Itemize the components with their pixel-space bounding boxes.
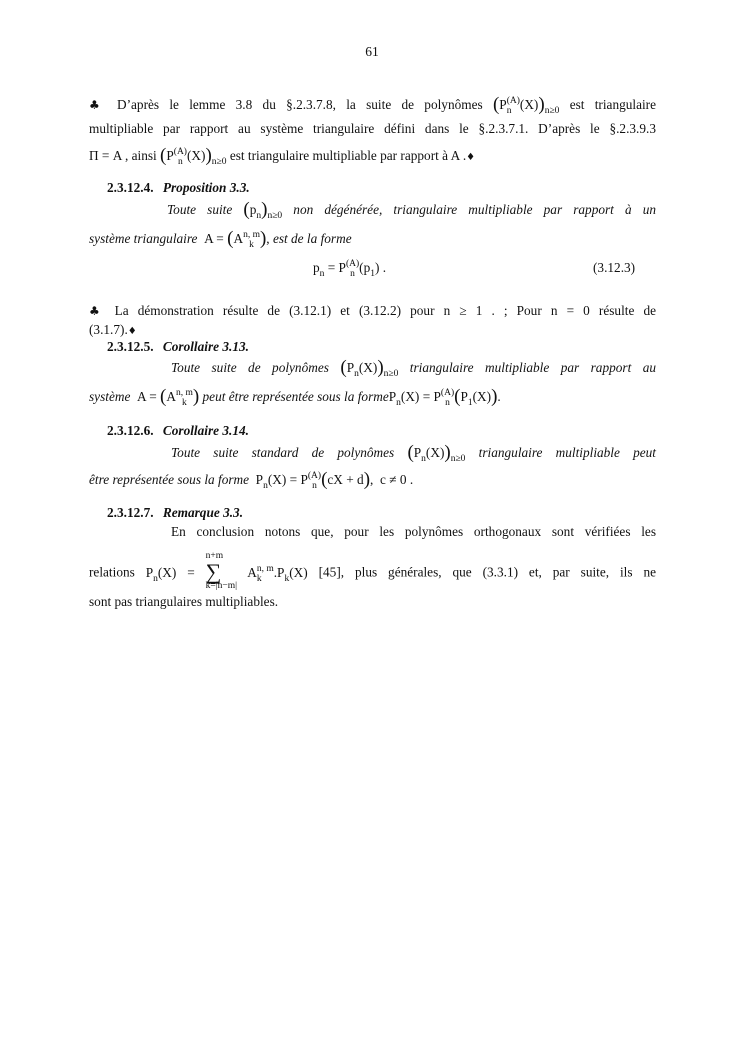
paragraph-text: Π = A , ainsi xyxy=(89,148,157,163)
paragraph-text: La démonstration résulte de (3.12.1) et (3.12.2) pour n ≥ 1 . ; Pour n = 0 résulte de xyxy=(114,303,656,318)
paragraph-line xyxy=(89,228,352,250)
section-number: 2.3.12.4. xyxy=(107,180,154,195)
paragraph-text: relations xyxy=(89,564,135,580)
formula: (P (A) n $(X))_{n\ge 0}$ xyxy=(492,94,560,116)
paragraph-line xyxy=(167,199,657,221)
paragraph-line xyxy=(89,145,475,167)
paragraph-line xyxy=(171,442,657,464)
paragraph-text: est de la forme xyxy=(272,231,352,246)
paragraph-line xyxy=(89,386,501,408)
paragraph-line xyxy=(89,322,137,338)
equation-number: (3.12.3) xyxy=(593,260,636,275)
section-title: Corollaire 3.13. xyxy=(162,339,249,354)
paragraph-text: En conclusion notons que, pour les polynômes orthogonaux sont vérifiées les xyxy=(171,524,656,539)
section-number: 2.3.12.6. xyxy=(107,423,154,438)
paragraph-text: être représentée sous la forme xyxy=(89,472,250,487)
paragraph-text: triangulaire multipliable peut xyxy=(478,445,657,460)
section-heading xyxy=(107,180,250,196)
formula: $(p_n)_{n\ge 0}$ xyxy=(243,199,283,221)
formula: $P_n(X) = P$ (A) n $(P_1(X))$. xyxy=(388,386,501,408)
paragraph-text: multipliable par rapport au système triangulaire défini dans le §.2.3.7.1. D’après le §.2.3.9.3 xyxy=(89,121,656,136)
paragraph-text: Toute suite de polynômes xyxy=(171,360,329,375)
diamond-icon: ♦ xyxy=(466,152,476,163)
paragraph-line xyxy=(89,551,657,593)
section-title: Corollaire 3.14. xyxy=(162,423,249,438)
formula: $(P_n(X))_{n\ge 0}$ xyxy=(340,357,399,379)
formula: $P_n(X)$ = n+m ∑ k=|n−m| A n, m k $.P_k(X)$ xyxy=(145,551,308,591)
paragraph-line xyxy=(89,469,413,491)
paragraph-text: D’après le lemme 3.8 du §.2.3.7.8, la suite de polynômes xyxy=(116,97,483,112)
paragraph-text: est triangulaire xyxy=(569,97,657,112)
paragraph-line xyxy=(89,303,656,319)
section-title: Remarque 3.3. xyxy=(162,505,244,520)
formula: $(P_n(X))_{n\ge 0}$ xyxy=(407,442,466,464)
section-heading xyxy=(107,505,243,521)
paragraph-text: est triangulaire multipliable par rapport à A . xyxy=(229,148,467,163)
formula: (P (A) n $(X))_{n\ge 0}$ xyxy=(160,145,227,167)
paragraph-text: peut être représentée sous la forme xyxy=(202,389,389,404)
club-icon: ♣ xyxy=(89,98,107,112)
equation: $p_n = P$ (A) n $(p_1)$ . xyxy=(313,259,387,280)
formula: $P_n(X) = P$ (A) n (cX + d), c ≠ 0 . xyxy=(252,469,414,491)
paragraph-text: Toute suite xyxy=(167,202,233,217)
paragraph-line xyxy=(171,357,656,379)
paragraph-text: Toute suite standard de polynômes xyxy=(171,445,395,460)
page-number: 61 xyxy=(365,44,379,59)
paragraph-text: [45], plus générales, que (3.3.1) et, par suite, ils ne xyxy=(318,564,657,580)
club-icon: ♣ xyxy=(89,304,106,318)
paragraph-text: (3.1.7). xyxy=(89,322,128,337)
formula: A = (A n, m k ) xyxy=(133,386,200,408)
formula: A = (A n, m k ), xyxy=(200,228,270,250)
paragraph-text: sont pas triangulaires multipliables. xyxy=(89,594,279,609)
section-title: Proposition 3.3. xyxy=(162,180,250,195)
paragraph-text: non dégénérée, triangulaire multipliable par rapport à un xyxy=(293,202,657,217)
section-heading xyxy=(107,339,249,355)
paragraph-text: système xyxy=(89,389,131,404)
section-heading xyxy=(107,423,249,439)
paragraph-text: triangulaire multipliable par rapport au xyxy=(409,360,656,375)
section-number: 2.3.12.5. xyxy=(107,339,154,354)
paragraph-line xyxy=(89,94,656,116)
diamond-icon: ♦ xyxy=(127,326,137,337)
section-number: 2.3.12.7. xyxy=(107,505,154,520)
paragraph-text: système triangulaire xyxy=(89,231,198,246)
